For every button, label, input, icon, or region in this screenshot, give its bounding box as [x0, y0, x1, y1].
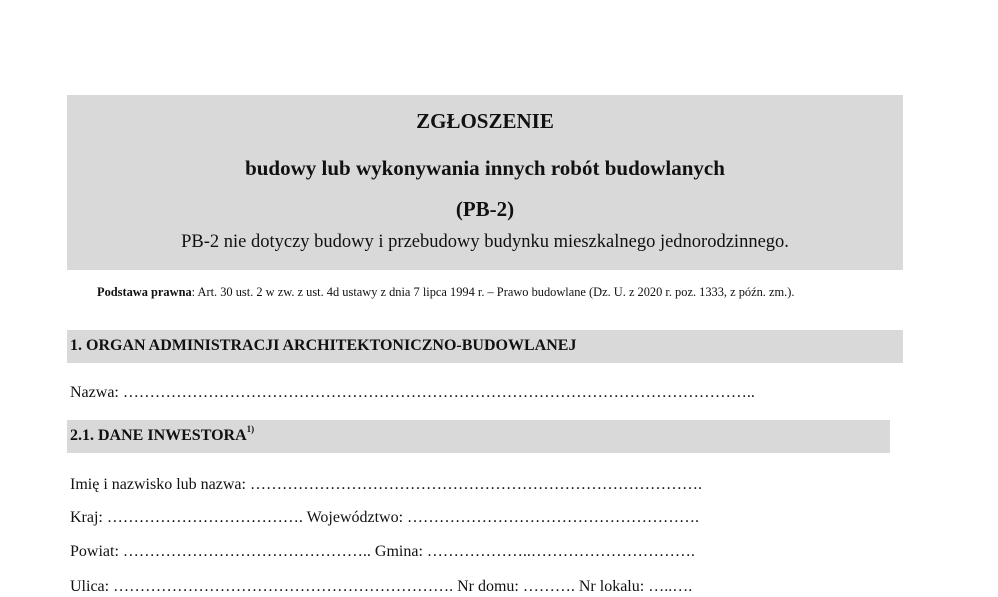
country-voivodeship-line[interactable]: Kraj: ………………………………. Województwo: ……………………………………………….: [70, 509, 700, 526]
section-1-title: 1. ORGAN ADMINISTRACJI ARCHITEKTONICZNO-BUDOWLANEJ: [70, 337, 577, 354]
legal-basis-text: : Art. 30 ust. 2 w zw. z ust. 4d ustawy z dnia 7 lipca 1994 r. – Prawo budowlane (Dz. U. z 2020 r. poz. 1333, z późn. zm.).: [191, 285, 795, 299]
form-note: PB-2 nie dotyczy budowy i przebudowy budynku mieszkalnego jednorodzinnego.: [181, 232, 789, 252]
footnote-ref: 1): [246, 424, 255, 434]
county-commune-line[interactable]: Powiat: ……………………………………….. Gmina: ………………..………………………….: [70, 543, 695, 560]
form-subtitle: budowy lub wykonywania innych robót budowlanych: [245, 156, 725, 180]
form-code: (PB-2): [455, 197, 515, 221]
legal-basis-label: Podstawa prawna: [97, 285, 192, 299]
street-address-line[interactable]: Ulica: ………………………………………………………. Nr domu: ………. Nr lokalu: …..….: [70, 578, 693, 595]
form-title: ZGŁOSZENIE: [416, 109, 554, 133]
legal-basis: [97, 284, 897, 301]
organ-name-line[interactable]: Nazwa: ………………………………………………………………………………………………………..: [70, 384, 755, 401]
section-1-header: [67, 330, 903, 363]
investor-name-line[interactable]: Imię i nazwisko lub nazwa: ………………………………………………………………………….: [70, 476, 702, 493]
section-2-title: 2.1. DANE INWESTORA: [70, 427, 247, 444]
section-2-header: [67, 420, 890, 453]
form-title-box: [67, 95, 903, 270]
section-2-title-wrap: [70, 424, 255, 445]
